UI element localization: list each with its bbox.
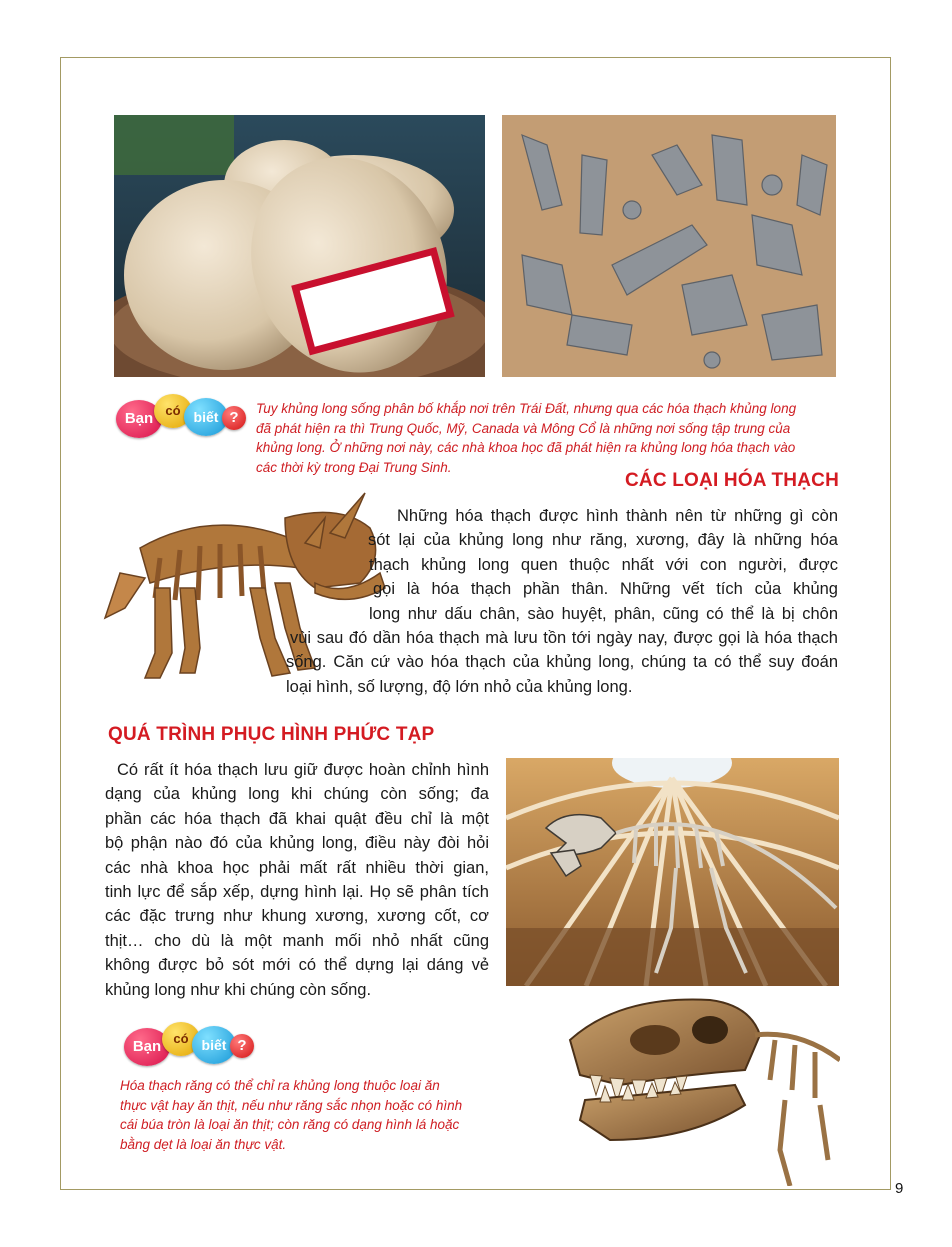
dinosaur-eggs-image bbox=[114, 115, 485, 377]
note-line: đã phát hiện ra thì Trung Quốc, Mỹ, Canada và Mông Cổ là những nơi sống tập trung của bbox=[256, 420, 791, 436]
text-line: bộ phận nào đó của khủng long, điều này đòi hỏi bbox=[105, 834, 489, 853]
did-you-know-badge bbox=[124, 1022, 266, 1066]
badge-word-ban: Bạn bbox=[124, 1028, 170, 1066]
text-line: khủng long như khi chúng còn sống. bbox=[105, 980, 372, 999]
t-rex-museum-image bbox=[506, 758, 839, 986]
text-line: dạng của khủng long khi chúng còn sống; đa bbox=[105, 785, 489, 804]
text-line: thạch khủng long quen thuộc nhất với con người, được bbox=[369, 555, 838, 574]
note-line: bằng dẹt là loại ăn thực vật. bbox=[120, 1136, 287, 1152]
did-you-know-note-2 bbox=[120, 1076, 462, 1154]
badge-word-biet: biết bbox=[184, 398, 228, 436]
text-line: các nhà khoa học phải mất rất nhiều thời gian, bbox=[105, 858, 489, 877]
text-line: Những hóa thạch được hình thành nên từ những gì còn bbox=[397, 507, 838, 525]
text-line: sống. Căn cứ vào hóa thạch của khủng long, chúng ta có thể suy đoán bbox=[286, 653, 838, 672]
note-line: cái búa tròn là loại ăn thịt; còn răng có dạng hình lá hoặc bbox=[120, 1117, 460, 1132]
text-line: thịt… cho dù là một manh mối nhỏ nhất cũng bbox=[105, 931, 489, 950]
text-line: vùi sau đó dần hóa thạch mà lưu tồn tới ngày nay, được gọi là hóa thạch bbox=[290, 629, 838, 647]
page-number: 9 bbox=[895, 1180, 904, 1197]
note-line: các thời kỳ trong Đại Trung Sinh. bbox=[256, 459, 452, 475]
badge-word-co: có bbox=[154, 394, 192, 428]
text-line: long như dấu chân, sào huyệt, phân, cũng có thể là bị chôn bbox=[369, 604, 838, 623]
text-line: loại hình, số lượng, độ lớn nhỏ của khủng long. bbox=[286, 677, 633, 696]
note-line: Tuy khủng long sống phân bố khắp nơi trên Trái Đất, nhưng qua các hóa thạch khủng long bbox=[256, 401, 797, 416]
text-line: phần các hóa thạch đã khai quật đều chỉ là một bbox=[105, 809, 489, 828]
badge-word-biet: biết bbox=[192, 1026, 236, 1064]
text-line: không được bỏ sót mới có thể dựng lại dáng vẻ bbox=[105, 956, 489, 975]
note-line: thực vật hay ăn thịt, nếu như răng sắc nhọn hoặc có hình bbox=[120, 1097, 463, 1113]
text-line: tinh lực để sắp xếp, dựng hình lại. Họ sẽ phân tích bbox=[105, 883, 489, 901]
badge-question-mark: ? bbox=[222, 406, 246, 430]
note-line: khủng long. Ở những nơi này, các nhà khoa học đã phát hiện ra khủng long hóa thạch vào bbox=[256, 440, 796, 455]
text-line: các đặc trưng như khung xương, xương cốt, cơ bbox=[105, 907, 489, 926]
did-you-know-badge bbox=[116, 394, 258, 438]
badge-question-mark: ? bbox=[230, 1034, 254, 1058]
text-line: gọi là hóa thạch phần thân. Những vết tích của khủng bbox=[373, 580, 838, 599]
fossil-bones-image bbox=[502, 115, 836, 377]
did-you-know-note-1 bbox=[256, 399, 796, 477]
section-title-fossil-types: CÁC LOẠI HÓA THẠCH bbox=[625, 470, 839, 491]
section-title-reconstruction: QUÁ TRÌNH PHỤC HÌNH PHỨC TẠP bbox=[108, 724, 435, 745]
note-line: Hóa thạch răng có thể chỉ ra khủng long thuộc loại ăn bbox=[120, 1078, 440, 1093]
t-rex-skull-image bbox=[560, 990, 840, 1186]
text-line: Có rất ít hóa thạch lưu giữ được hoàn chỉnh hình bbox=[117, 761, 489, 779]
badge-word-ban: Bạn bbox=[116, 400, 162, 438]
badge-word-co: có bbox=[162, 1022, 200, 1056]
text-line: sót lại của khủng long như răng, xương, đây là những hóa bbox=[368, 531, 838, 550]
